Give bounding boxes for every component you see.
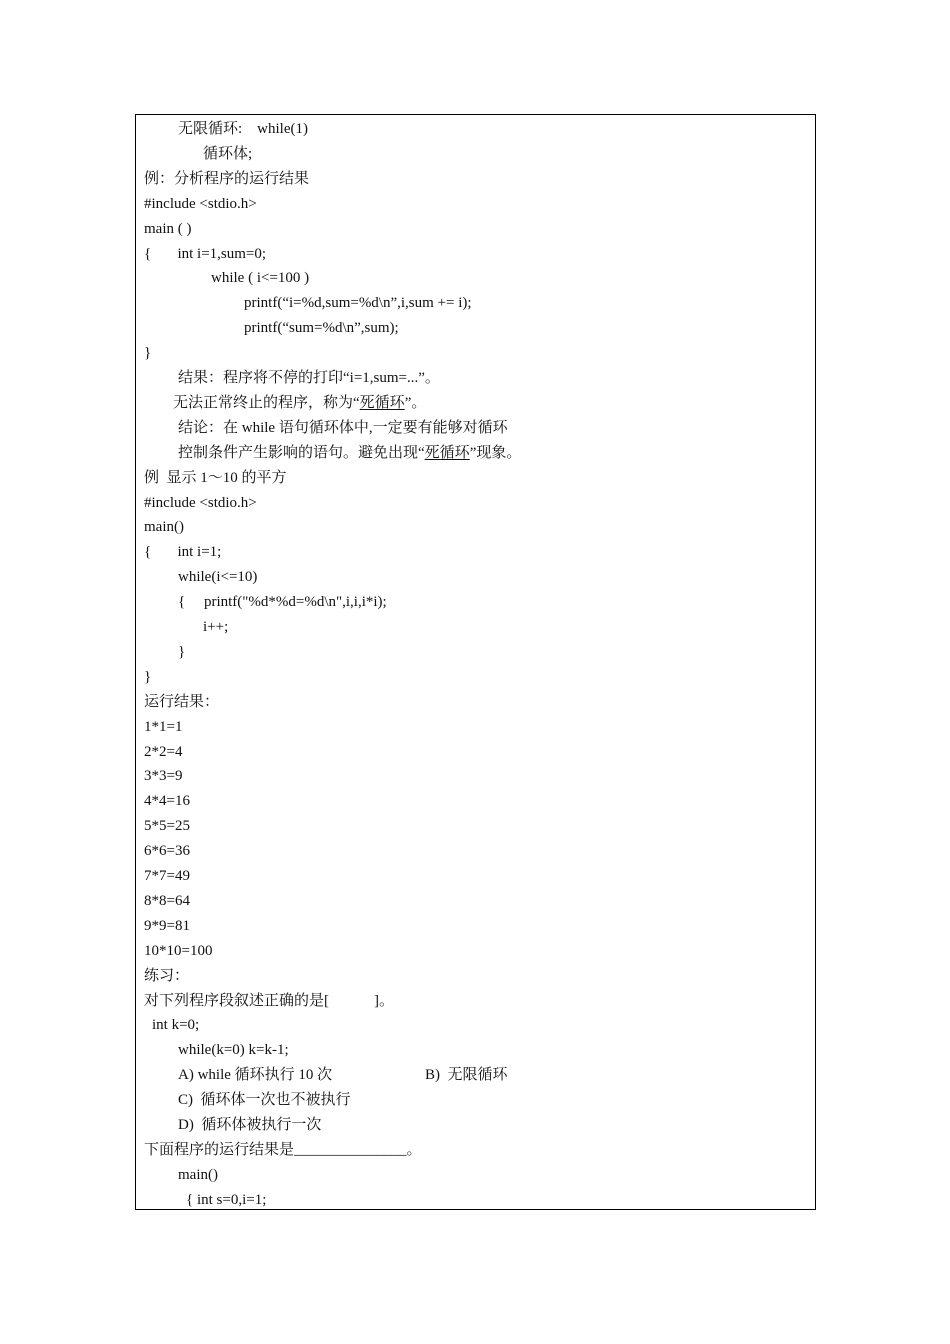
text-line: D) 循环体被执行一次	[178, 1117, 322, 1133]
text-line: C) 循环体一次也不被执行	[178, 1092, 351, 1109]
text-line: 对下列程序段叙述正确的是[ ]。	[144, 992, 394, 1009]
text-line: 1*1=1	[144, 718, 183, 735]
text-line: 例 显示 1～10 的平方	[144, 469, 287, 486]
text-line	[178, 443, 521, 463]
text-line: 结论：在 while 语句循环体中,一定要有能够对循环	[178, 419, 508, 436]
text-line: { int i=1,sum=0;	[144, 245, 267, 262]
text-line: { printf("%d*%d=%d\n",i,i,i*i);	[178, 594, 387, 611]
text-line: A) while 循环执行 10 次	[178, 1067, 333, 1084]
text-line: }	[144, 345, 152, 362]
text-line: #include <stdio.h>	[144, 195, 257, 212]
text-line: while ( i<=100 )	[211, 270, 310, 287]
text-line: i++;	[203, 619, 229, 635]
underlined-term: 死循环	[424, 444, 470, 461]
text-line: }	[178, 643, 186, 660]
text-line: 4*4=16	[144, 793, 190, 810]
text-line: int k=0;	[152, 1017, 200, 1034]
text-line: printf(“sum=%d\n”,sum);	[244, 320, 399, 337]
text-line: 循环体;	[203, 145, 253, 162]
text-line: { int s=0,i=1;	[186, 1191, 267, 1208]
text-line: main()	[144, 519, 184, 536]
option-text: B) 无限循环	[425, 1067, 508, 1084]
text-line: main()	[178, 1166, 218, 1183]
text-line: 8*8=64	[144, 892, 190, 909]
text-line: 练习：	[144, 967, 190, 984]
text-line: 2*2=4	[144, 743, 183, 760]
text-line: 3*3=9	[144, 768, 183, 785]
text-segment: 控制条件产生影响的语句。避免出现“	[178, 444, 425, 461]
text-line: 6*6=36	[144, 843, 190, 860]
text-line: }	[144, 668, 152, 685]
content-frame	[135, 114, 816, 1210]
text-line: #include <stdio.h>	[144, 494, 257, 511]
text-line: 例：分析程序的运行结果	[144, 170, 310, 187]
text-line: 运行结果：	[144, 693, 220, 710]
text-line: while(k=0) k=k-1;	[178, 1042, 289, 1059]
text-line: main ( )	[144, 220, 192, 237]
text-segment: ”。	[404, 394, 427, 411]
text-line	[173, 393, 426, 413]
text-line: 9*9=81	[144, 917, 190, 934]
text-segment: ”现象。	[469, 444, 522, 461]
underlined-term: 死循环	[359, 394, 405, 411]
text-line: 7*7=49	[144, 868, 190, 884]
text-segment: 无法正常终止的程序，称为“	[173, 394, 360, 411]
text-line: 5*5=25	[144, 818, 190, 835]
text-line: 10*10=100	[144, 942, 213, 959]
text-line: { int i=1;	[144, 544, 222, 561]
text-line: 下面程序的运行结果是_______________。	[144, 1141, 422, 1158]
text-line: while(i<=10)	[178, 569, 258, 586]
text-line: printf(“i=%d,sum=%d\n”,i,sum += i);	[244, 295, 472, 312]
text-line: 结果：程序将不停的打印“i=1,sum=...”。	[178, 370, 440, 386]
text-line: 无限循环: while(1)	[178, 121, 308, 137]
